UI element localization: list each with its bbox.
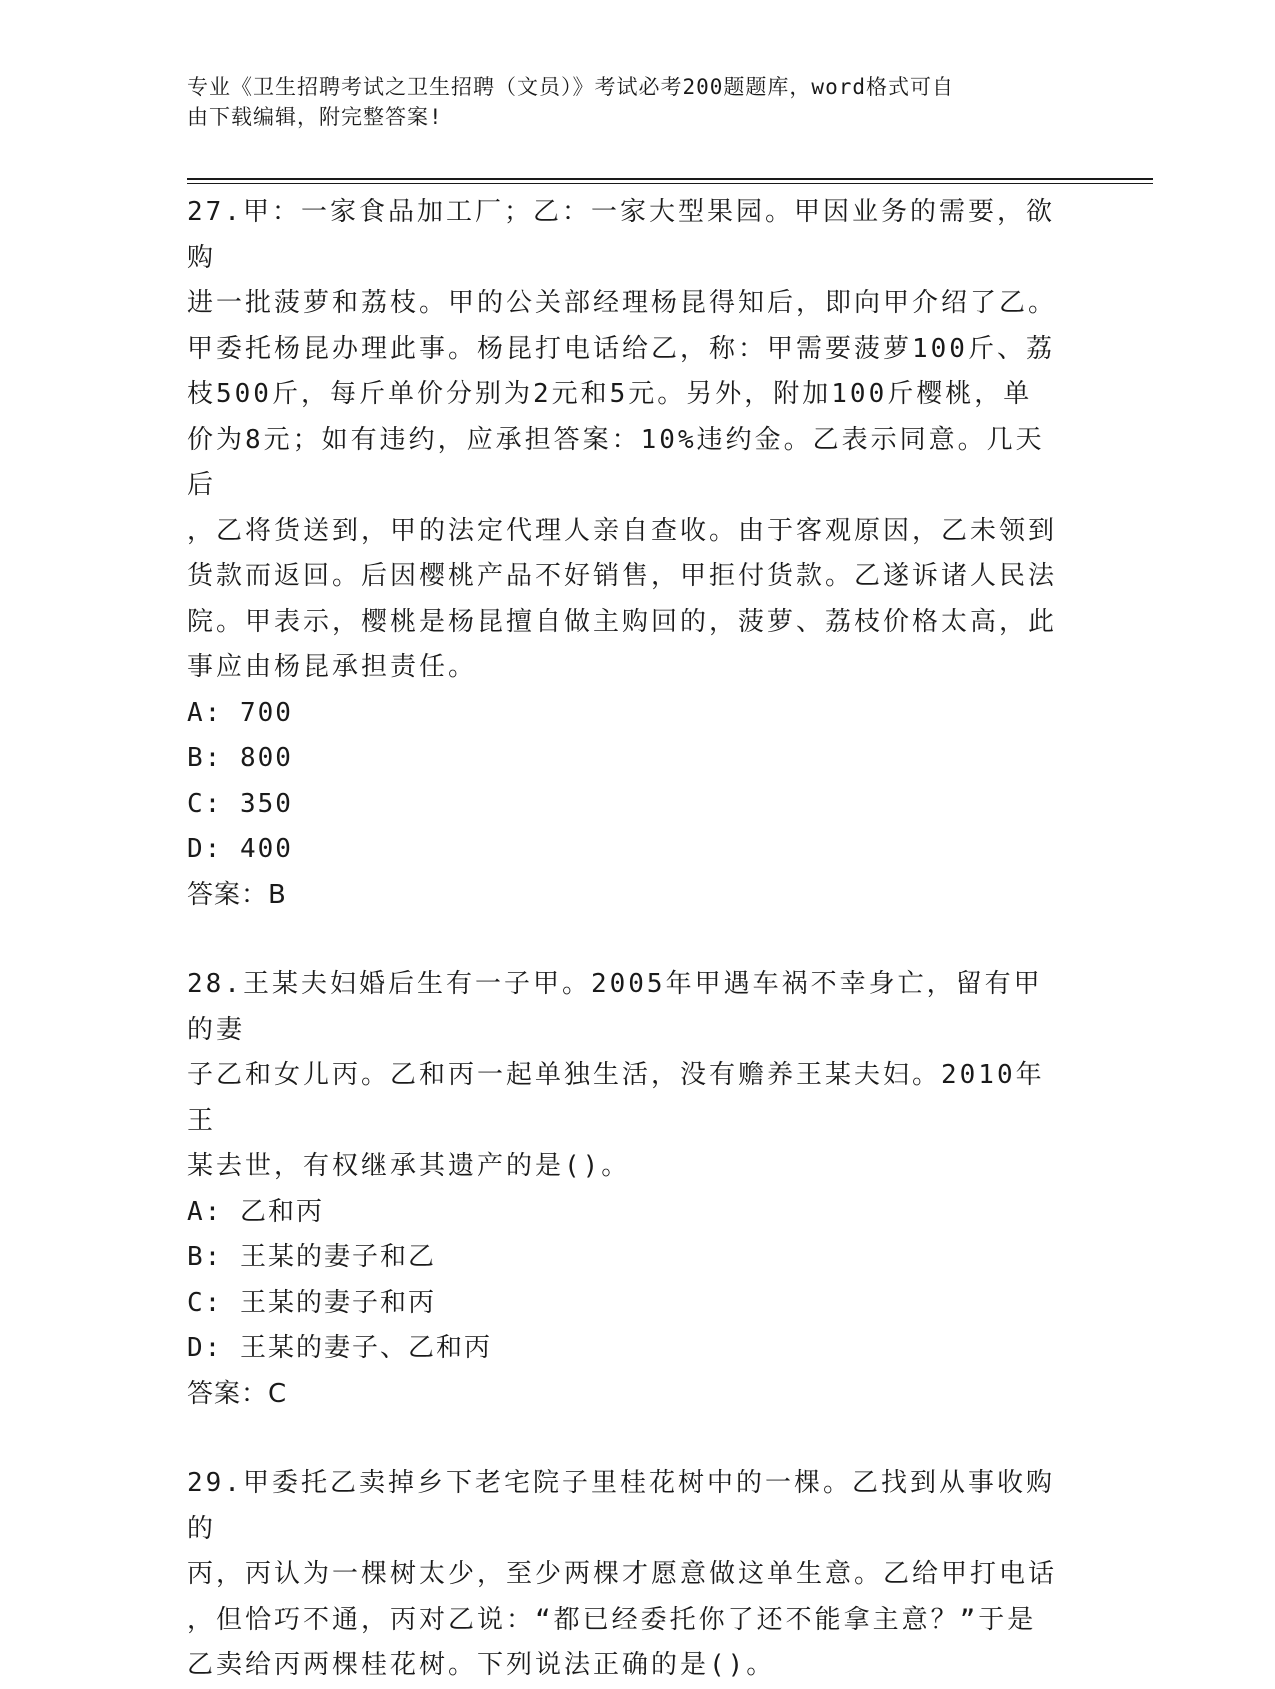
question-spacer xyxy=(187,918,1067,962)
question-stem-line: 价为8元；如有违约，应承担答案：10%违约金。乙表示同意。几天后 xyxy=(187,424,1045,500)
question-stem-line: 29.甲委托乙卖掉乡下老宅院子里桂花树中的一棵。乙找到从事收购的 xyxy=(187,1468,1055,1544)
option-a: A: 乙和丙 xyxy=(187,1196,324,1227)
question-stem-line: 进一批菠萝和荔枝。甲的公关部经理杨昆得知后，即向甲介绍了乙。 xyxy=(187,288,1058,318)
option-a: A: 700 xyxy=(187,697,293,728)
question-spacer xyxy=(187,1417,1067,1461)
question-27 xyxy=(187,190,1067,918)
question-list xyxy=(187,190,1067,1689)
question-stem-line: 子乙和女儿丙。乙和丙一起单独生活，没有赡养王某夫妇。2010年王 xyxy=(187,1060,1045,1136)
question-stem-line: 甲委托杨昆办理此事。杨昆打电话给乙，称：甲需要菠萝100斤、荔 xyxy=(187,333,1055,364)
answer-line: 答案：C xyxy=(187,1378,288,1409)
answer-line: 答案：B xyxy=(187,879,287,910)
question-stem-line: 枝500斤，每斤单价分别为2元和5元。另外，附加100斤樱桃，单 xyxy=(187,379,1033,409)
question-stem-line: 丙，丙认为一棵树太少，至少两棵才愿意做这单生意。乙给甲打电话 xyxy=(187,1559,1058,1589)
question-stem-line: 乙卖给丙两棵桂花树。下列说法正确的是()。 xyxy=(187,1650,776,1680)
question-stem-line: 28.王某夫妇婚后生有一子甲。2005年甲遇车祸不幸身亡，留有甲的妻 xyxy=(187,969,1043,1045)
header-divider-thick xyxy=(187,178,1153,180)
question-28 xyxy=(187,962,1067,1417)
option-d: D: 王某的妻子、乙和丙 xyxy=(187,1333,492,1363)
question-stem-line: 27.甲：一家食品加工厂；乙：一家大型果园。甲因业务的需要，欲购 xyxy=(187,197,1055,273)
option-c: C: 王某的妻子和丙 xyxy=(187,1287,436,1318)
option-b: B: 王某的妻子和乙 xyxy=(187,1242,436,1272)
option-b: B: 800 xyxy=(187,743,293,773)
option-c: C: 350 xyxy=(187,788,293,819)
header-line-1: 专业《卫生招聘考试之卫生招聘（文员）》考试必考200题题库，word格式可自 xyxy=(187,75,954,99)
question-stem-line: 事应由杨昆承担责任。 xyxy=(187,652,478,682)
document-header xyxy=(187,72,1067,132)
question-stem-line: 某去世，有权继承其遗产的是()。 xyxy=(187,1151,631,1181)
option-d: D: 400 xyxy=(187,834,293,864)
header-line-2: 由下载编辑，附完整答案! xyxy=(187,105,443,129)
question-stem-line: ，乙将货送到，甲的法定代理人亲自查收。由于客观原因，乙未领到 xyxy=(187,515,1058,546)
question-stem-line: 货款而返回。后因樱桃产品不好销售，甲拒付货款。乙遂诉诸人民法 xyxy=(187,561,1058,591)
question-stem-line: 院。甲表示，樱桃是杨昆擅自做主购回的，菠萝、荔枝价格太高，此 xyxy=(187,606,1058,637)
header-divider-thin xyxy=(187,183,1153,184)
question-stem-line: ，但恰巧不通，丙对乙说：“都已经委托你了还不能拿主意？”于是 xyxy=(187,1604,1037,1635)
question-29 xyxy=(187,1461,1067,1689)
